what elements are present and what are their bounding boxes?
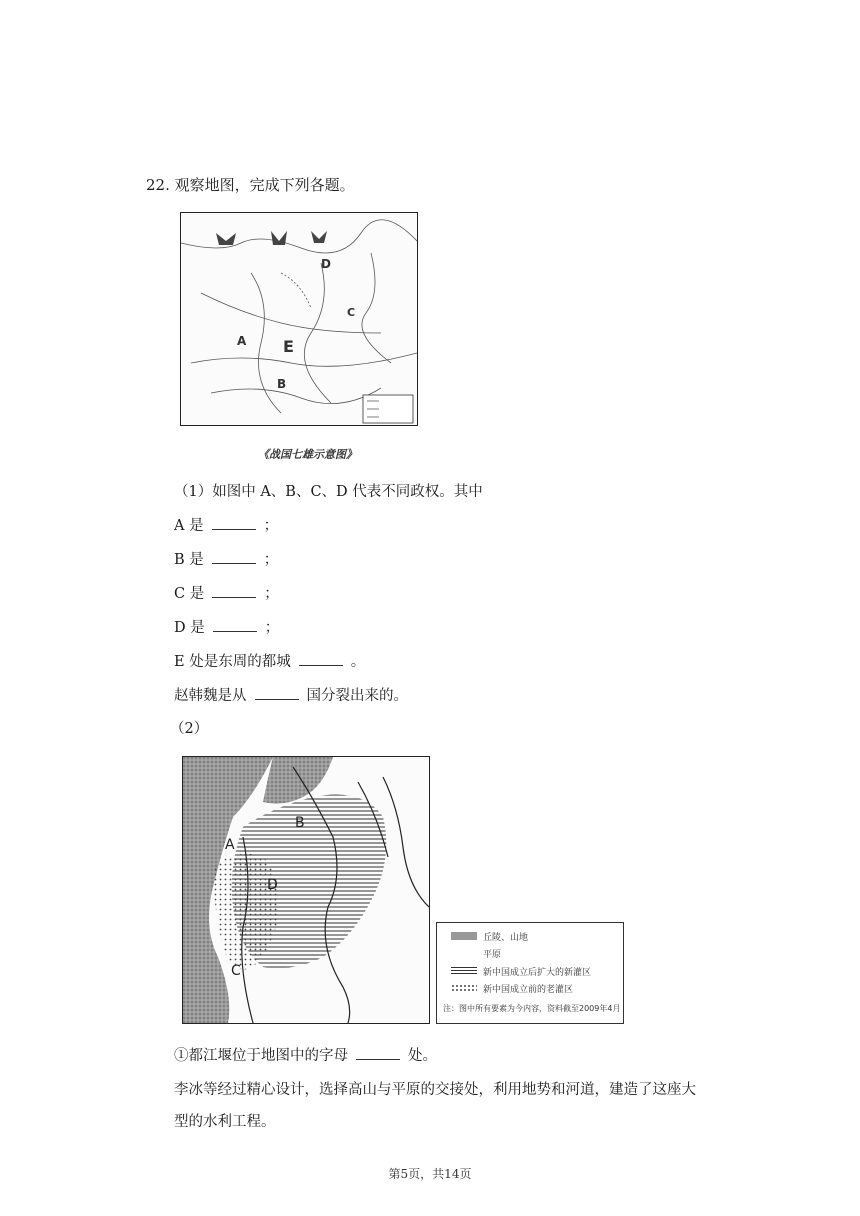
legend-hills-chip <box>451 932 477 940</box>
dujiangyan-map-drawing <box>183 757 429 1023</box>
page-footer: 第5页，共14页 <box>388 1167 472 1181</box>
map1-label-e: E <box>283 337 294 356</box>
legend-new-chip <box>451 967 477 975</box>
legend-old-area: 新中国成立前的老灌区 <box>483 985 574 995</box>
answer-line-e <box>174 650 365 671</box>
dujiangyan-map <box>182 756 430 1024</box>
answer-b-blank[interactable] <box>212 548 256 564</box>
answer-a-sep: ； <box>263 518 279 534</box>
answer-d-sep: ； <box>264 620 280 636</box>
part2-desc-line1: 李冰等经过精心设计，选择高山与平原的交接处，利用地势和河道，建造了这座大 <box>174 1082 696 1098</box>
answer-a-prefix: A 是 <box>174 518 204 534</box>
q1-suffix: 处。 <box>408 1048 437 1064</box>
answer-b-prefix: B 是 <box>174 552 204 568</box>
answer-line-zhao <box>174 684 408 705</box>
answer-e-text: E 处是东周的都城 <box>174 654 291 670</box>
legend-hills: 丘陵、山地 <box>483 933 529 943</box>
legend-new-area: 新中国成立后扩大的新灌区 <box>483 968 592 978</box>
warring-states-map <box>180 212 418 426</box>
q1-blank[interactable] <box>356 1044 400 1060</box>
answer-line-c <box>174 582 279 603</box>
legend-old-chip <box>451 984 477 992</box>
map1-label-d: D <box>321 257 331 271</box>
answer-line-b <box>174 548 278 569</box>
warring-states-map-drawing <box>181 213 417 425</box>
answer-c-prefix: C 是 <box>174 586 205 602</box>
answer-zhao-prefix: 赵韩魏是从 <box>174 688 247 704</box>
answer-c-blank[interactable] <box>212 582 256 598</box>
answer-a-blank[interactable] <box>212 514 256 530</box>
part1-intro: （1）如图中 A、B、C、D 代表不同政权。其中 <box>174 484 483 500</box>
map1-label-a: A <box>237 334 247 348</box>
answer-e-blank[interactable] <box>299 650 343 666</box>
map2-legend <box>436 922 624 1024</box>
answer-b-sep: ； <box>263 552 279 568</box>
answer-d-blank[interactable] <box>213 616 257 632</box>
map2-label-a: A <box>225 837 235 853</box>
answer-d-prefix: D 是 <box>174 620 205 636</box>
answer-zhao-blank[interactable] <box>255 684 299 700</box>
map2-label-d: D <box>267 877 278 893</box>
answer-line-d <box>174 616 279 637</box>
map2-label-c: C <box>231 963 241 979</box>
answer-zhao-suffix: 国分裂出来的。 <box>306 688 408 704</box>
question-title: 22. 观察地图，完成下列各题。 <box>146 176 355 194</box>
legend-note: 注：图中所有要素为今内容，资料截至2009年4月 <box>443 1004 621 1013</box>
map1-caption: 《战国七雄示意图》 <box>258 448 357 461</box>
part2-q1 <box>174 1044 437 1065</box>
legend-plain: 平原 <box>483 950 502 960</box>
map1-label-b: B <box>277 377 287 391</box>
answer-line-a <box>174 514 278 535</box>
part2-desc-line2: 型的水利工程。 <box>174 1114 276 1130</box>
answer-e-end: 。 <box>350 654 366 670</box>
map2-label-b: B <box>295 815 305 831</box>
part2-label: （2） <box>170 721 209 737</box>
map1-label-c: C <box>347 306 356 319</box>
q1-prefix: ①都江堰位于地图中的字母 <box>174 1048 348 1064</box>
answer-c-sep: ； <box>264 586 279 602</box>
